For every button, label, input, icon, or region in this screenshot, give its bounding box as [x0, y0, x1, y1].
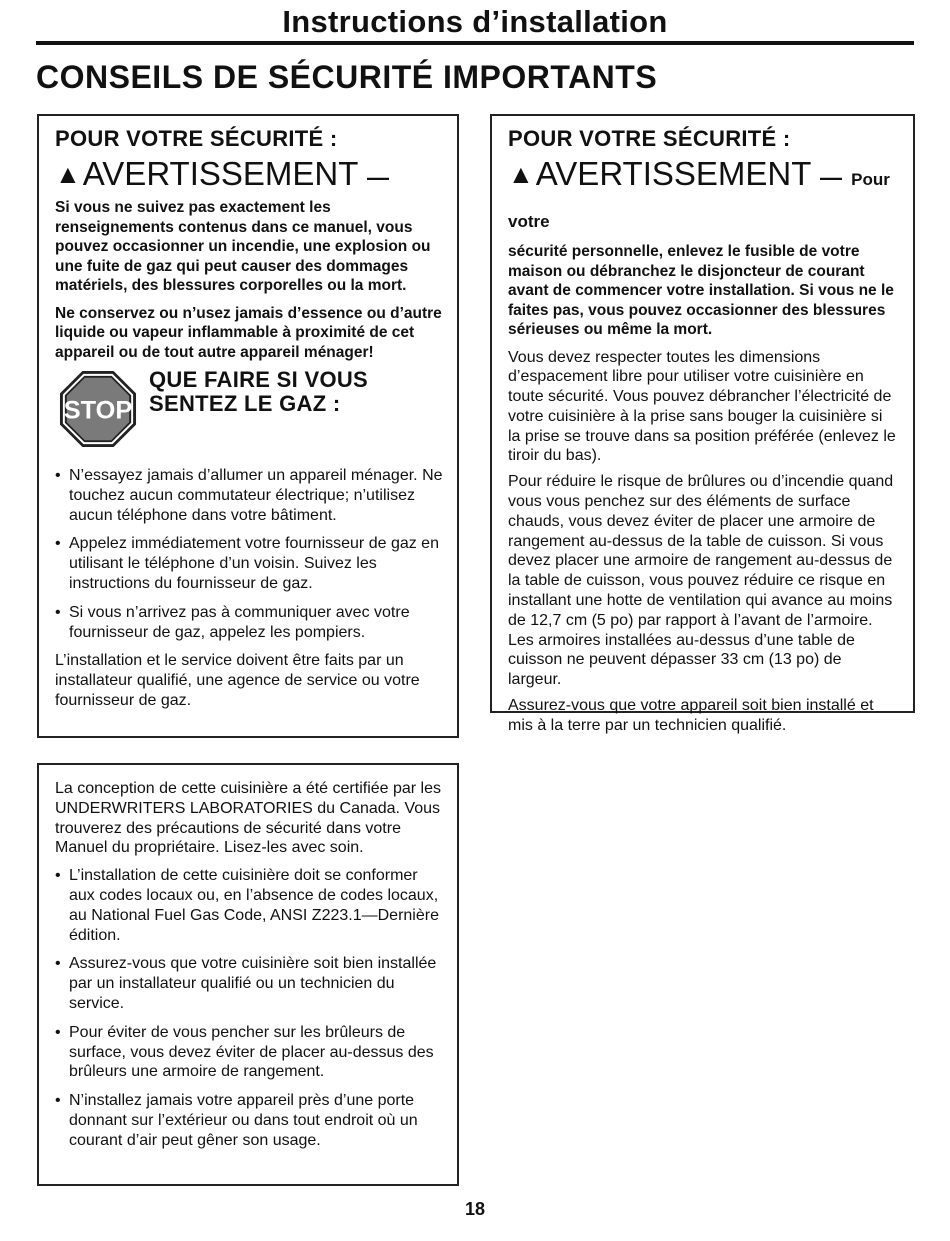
list-item: • L’installation de cette cuisinière doit se conformer aux codes locaux ou, en l’absence de codes locaux, au National Fuel Gas Code, ANSI Z223.1—Dernière édition.: [55, 866, 443, 945]
warning-title: AVERTISSEMENT: [82, 155, 358, 192]
gas-safety-box: [37, 114, 459, 738]
header-divider: [36, 41, 914, 45]
warning-text: sécurité personnelle, enlevez le fusible de votre maison ou débranchez le disjoncteur de courant avant de commencer votre installation. Si vous ne le faites pas, vous pouvez occasionner des blessures sérieuses ou même la mort.: [508, 243, 894, 338]
warning-triangle-icon: ▲: [508, 159, 534, 189]
warning-heading: [55, 156, 443, 196]
warning-heading: [508, 156, 899, 240]
gas-steps-list: [55, 466, 443, 642]
installation-list: [55, 866, 443, 1150]
warning-dash: —: [366, 165, 389, 190]
warning-title: AVERTISSEMENT: [535, 155, 811, 192]
list-item: • Si vous n’arrivez pas à communiquer avec votre fournisseur de gaz, appelez les pompiers.: [55, 603, 443, 643]
paragraph: Assurez-vous que votre appareil soit bien installé et mis à la terre par un technicien qualifié.: [508, 697, 874, 734]
list-item: • Appelez immédiatement votre fournisseur de gaz en utilisant le téléphone d’un voisin. Suivez les instructions du fournisseur de gaz.: [55, 534, 443, 593]
security-label: POUR VOTRE SÉCURITÉ :: [508, 126, 791, 151]
stop-sign-label: STOP: [63, 396, 133, 425]
list-item: • Pour éviter de vous pencher sur les brûleurs de surface, vous devez éviter de placer au-dessus des brûleurs une armoire de rangement.: [55, 1023, 443, 1082]
paragraph: Vous devez respecter toutes les dimensions d’espacement libre pour utiliser votre cuisinière en toute sécurité. Vous pouvez débrancher l’électricité de votre cuisinière à la prise sans bouger la cuisinière si la prise se trouve dans sa position préférée (enlevez le tiroir du bas).: [508, 348, 896, 465]
installer-note: L’installation et le service doivent être faits par un installateur qualifié, une agence de service ou votre fournisseur de gaz.: [55, 652, 420, 709]
section-title: Instructions d’installation: [282, 4, 668, 39]
warning-dash: —: [819, 165, 842, 190]
warning-lead: Pour votre: [508, 170, 890, 231]
paragraph: Pour réduire le risque de brûlures ou d’incendie quand vous vous penchez sur des éléments de surface chauds, vous devez éviter de placer une armoire de rangement au-dessus de la table de cuisson. Si vous devez placer une armoire de rangement au-dessus de la table de cuisson, vous pouvez réduire ce risque en installant une hotte de ventilation qui avance au moins de 12,7 cm (5 po) par rapport à l’avant de l’armoire. Les armoires installées au-dessus d’une table de cuisson ne peuvent dépasser 33 cm (13 po) de largeur.: [508, 473, 894, 689]
certification-intro: La conception de cette cuisinière a été certifiée par les UNDERWRITERS LABORATORIES du Canada. Vous trouverez des précautions de sécurité dans votre Manuel du propriétaire. Lisez-les avec soin.: [55, 780, 442, 857]
list-item: • N’installez jamais votre appareil près d’une porte donnant sur l’extérieur ou dans tout endroit où un courant d’air peut gêner son usage.: [55, 1091, 443, 1150]
fuel-warning: Ne conservez ou n’usez jamais d’essence ou d’autre liquide ou vapeur inflammable à proximité de cet appareil ou de tout autre appareil ménager!: [55, 304, 442, 361]
list-item: • N’essayez jamais d’allumer un appareil ménager. Ne touchez aucun commutateur électrique; n’utilisez aucun téléphone dans votre bâtiment.: [55, 466, 443, 525]
certification-box: [37, 763, 459, 1186]
stop-sign-icon: [59, 370, 137, 448]
gas-heading: QUE FAIRE SI VOUS SENTEZ LE GAZ :: [149, 367, 369, 416]
page-number: 18: [464, 1199, 486, 1219]
warning-text: Si vous ne suivez pas exactement les renseignements contenus dans ce manuel, vous pouvez occasionner un incendie, une explosion ou une fuite de gaz qui peut causer des dommages matériels, des blessures corporelles ou la mort.: [55, 199, 431, 294]
gas-smell-section: [59, 367, 443, 448]
electrical-safety-box: [490, 114, 915, 734]
page-title: CONSEILS DE SÉCURITÉ IMPORTANTS: [36, 59, 658, 95]
security-label: POUR VOTRE SÉCURITÉ :: [55, 126, 338, 151]
warning-triangle-icon: ▲: [55, 159, 81, 189]
list-item: • Assurez-vous que votre cuisinière soit bien installée par un installateur qualifié ou un technicien du service.: [55, 954, 443, 1013]
